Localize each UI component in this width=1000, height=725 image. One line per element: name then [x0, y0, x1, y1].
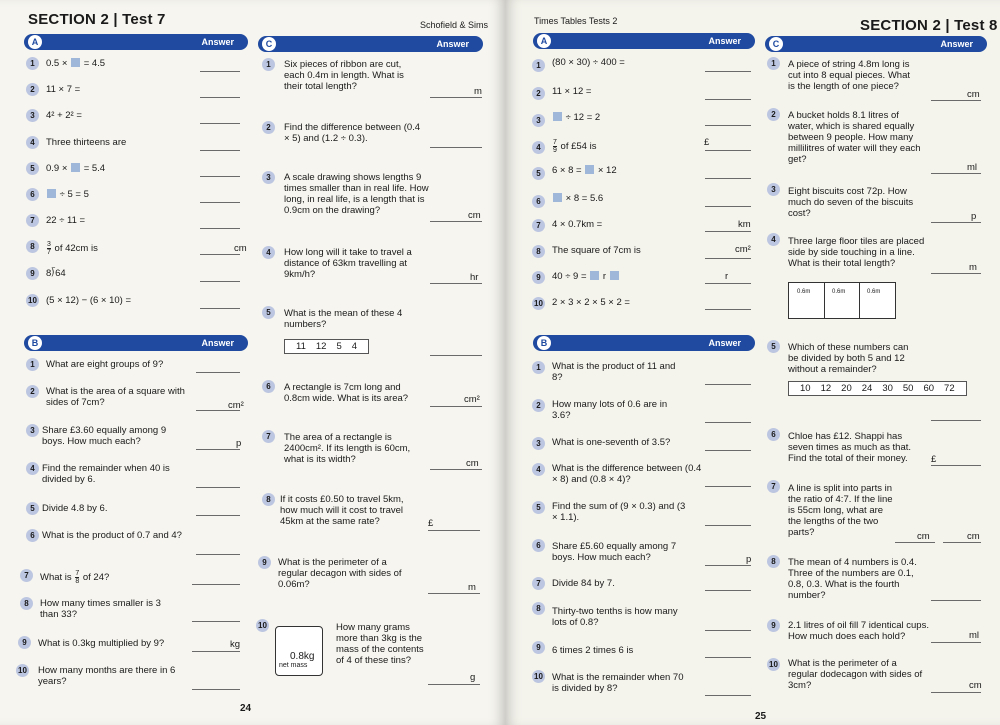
question-text: How many lots of 0.6 are in 3.6? — [552, 399, 668, 421]
question-text: How many grams more than 3kg is the mass of the contents of 4 of these tins? — [336, 622, 424, 666]
answer-line[interactable] — [200, 96, 240, 98]
answer-line[interactable] — [705, 383, 751, 385]
answer-line[interactable] — [200, 307, 240, 309]
answer-line[interactable] — [705, 656, 751, 658]
question-text: What is the mean of these 4 numbers? — [284, 308, 403, 330]
answer-unit: km — [738, 219, 751, 230]
tile-length: 0.6m — [797, 289, 811, 295]
answer-line[interactable] — [196, 486, 240, 488]
section-b-bar — [24, 335, 248, 351]
question-number: 3 — [532, 114, 545, 127]
question-number: 4 — [26, 136, 39, 149]
answer-line[interactable] — [200, 122, 240, 124]
answer-line[interactable] — [705, 694, 751, 696]
answer-line[interactable] — [931, 641, 981, 643]
answer-unit: cm — [468, 210, 481, 221]
answer-line[interactable] — [200, 70, 240, 72]
question-text: What is the product of 0.7 and 4? — [42, 530, 182, 541]
question-number: 1 — [532, 361, 545, 374]
answer-unit: p — [971, 211, 977, 222]
question-text: How many times smaller is 3 than 33? — [40, 598, 161, 620]
answer-header: Answer — [708, 338, 741, 348]
running-title: Times Tables Tests 2 — [534, 16, 618, 26]
answer-unit: cm — [234, 243, 247, 254]
question-number: 5 — [26, 502, 39, 515]
question-number: 3 — [262, 171, 275, 184]
answer-line[interactable] — [931, 691, 981, 693]
answer-line[interactable] — [705, 524, 751, 526]
fraction: $\frac{7}{9}$ — [553, 139, 557, 154]
answer-line[interactable] — [430, 146, 482, 148]
answer-line[interactable] — [705, 589, 751, 591]
tile-length: 0.6m — [832, 289, 846, 295]
question-number: 10 — [532, 670, 545, 683]
section-c-bar — [765, 36, 987, 52]
question-number: 6 — [532, 195, 545, 208]
section-a-bar — [533, 33, 755, 49]
question-text: Find the difference between (0.4 × 5) and (1.2 ÷ 0.3). — [284, 122, 421, 144]
question-number: 2 — [26, 83, 39, 96]
question-text: What is the remainder when 70 is divided by 8? — [552, 672, 684, 694]
question-number: 3 — [767, 183, 780, 196]
question-number: 1 — [767, 57, 780, 70]
answer-line[interactable] — [705, 421, 751, 423]
answer-unit: kg — [230, 639, 241, 650]
question-text: Three thirteens are — [46, 137, 127, 148]
question-text: $\frac{3}{7}$ of 42cm is — [47, 241, 98, 256]
question-text: If it costs £0.50 to travel 5km, how much will it cost to travel 45km at the same rate? — [280, 494, 404, 527]
question-text: Share £3.60 equally among 9 boys. How much each? — [42, 425, 167, 447]
question-text: Share £5.60 equally among 7 boys. How much each? — [552, 541, 677, 563]
answer-header: Answer — [201, 338, 234, 348]
question-text: × 8 = 5.6 — [552, 193, 603, 204]
tile — [789, 283, 825, 318]
tile — [824, 283, 860, 318]
question-number: 8 — [262, 493, 275, 506]
tin-label: net mass — [279, 662, 308, 669]
question-number: 8 — [26, 240, 39, 253]
question-text: 2 × 3 × 2 × 5 × 2 = — [552, 297, 630, 308]
answer-line[interactable] — [196, 448, 240, 450]
question-text: (5 × 12) − (6 × 10) = — [46, 295, 132, 306]
question-text: What is $\frac{7}{8}$ of 24? — [40, 570, 110, 585]
answer-line[interactable] — [705, 449, 751, 451]
question-text: 22 ÷ 11 = — [46, 215, 86, 226]
number-list: 10 12 20 24 30 50 60 72 — [788, 381, 967, 396]
answer-unit: cm² — [228, 400, 244, 411]
answer-line[interactable] — [196, 553, 240, 555]
answer-line[interactable] — [705, 177, 751, 179]
question-text: ÷ 12 = 2 — [552, 112, 600, 123]
tin-mass: 0.8kg — [290, 651, 315, 662]
question-number: 10 — [16, 664, 29, 677]
question-number: 9 — [26, 267, 39, 280]
section-title: SECTION 2 | Test 8 — [860, 17, 998, 34]
answer-unit: hr — [470, 272, 479, 283]
question-number: 9 — [18, 636, 31, 649]
fraction: $\frac{7}{8}$ — [75, 570, 80, 585]
question-number: 6 — [262, 380, 275, 393]
question-number: 6 — [767, 428, 780, 441]
question-number: 7 — [262, 430, 275, 443]
answer-line[interactable] — [931, 599, 981, 601]
answer-line[interactable] — [192, 650, 240, 652]
question-text: Find the remainder when 40 is divided by 6. — [42, 463, 170, 485]
question-number: 6 — [26, 188, 39, 201]
missing-number-box — [585, 165, 594, 174]
floor-tiles-diagram — [788, 282, 896, 319]
answer-line[interactable] — [705, 257, 751, 259]
answer-line[interactable] — [200, 201, 240, 203]
question-text: A piece of string 4.8m long is cut into 8 equal pieces. What is the length of one piece? — [788, 59, 910, 92]
question-number: 4 — [532, 463, 545, 476]
question-number: 6 — [532, 539, 545, 552]
question-text: A rectangle is 7cm long and 0.8cm wide. What is its area? — [284, 382, 409, 404]
answer-line[interactable] — [200, 227, 240, 229]
section-a-bar — [24, 34, 248, 50]
answer-unit: p — [236, 438, 242, 449]
question-number: 7 — [532, 219, 545, 232]
answer-line[interactable] — [200, 149, 240, 151]
question-text: What is 0.3kg multiplied by 9? — [38, 638, 165, 649]
question-text: What is the difference between (0.4 × 8) and (0.8 × 4)? — [552, 463, 702, 485]
answer-unit: cm — [917, 531, 930, 542]
question-text: A bucket holds 8.1 litres of water, which is shared equally between 9 people. How many millilitres of water will they each get? — [788, 110, 921, 165]
tile-length: 0.6m — [867, 289, 881, 295]
question-number: 8 — [532, 602, 545, 615]
question-text: The mean of 4 numbers is 0.4. Three of the numbers are 0.1, 0.8, 0.3. What is the fourth number? — [788, 557, 917, 601]
question-text: 8⟌64 — [46, 268, 66, 279]
fraction: $\frac{3}{7}$ — [47, 241, 51, 256]
question-text: 4² + 2² = — [46, 110, 82, 121]
section-letter: A — [537, 34, 551, 48]
answer-unit: r — [725, 271, 729, 282]
question-number: 2 — [767, 108, 780, 121]
question-number: 9 — [258, 556, 271, 569]
answer-header: Answer — [436, 39, 469, 49]
question-number: 3 — [26, 424, 39, 437]
answer-header: Answer — [708, 36, 741, 46]
answer-line[interactable] — [430, 354, 482, 356]
answer-header: Answer — [940, 39, 973, 49]
answer-line[interactable] — [705, 629, 751, 631]
answer-unit: ml — [969, 630, 980, 641]
question-text: 0.5 × = 4.5 — [46, 58, 106, 69]
answer-line[interactable] — [705, 564, 751, 566]
section-letter: C — [262, 37, 276, 51]
answer-line[interactable] — [705, 70, 751, 72]
section-letter: C — [769, 37, 783, 51]
question-text: A line is split into parts in the ratio of 4:7. If the line is 55cm long, what are the lengths of the two parts? — [788, 483, 893, 538]
answer-unit: £ — [704, 137, 710, 148]
question-number: 10 — [532, 297, 545, 310]
answer-line[interactable] — [931, 464, 981, 466]
question-text: 0.9 × = 5.4 — [46, 163, 106, 174]
answer-unit: £ — [931, 454, 937, 465]
question-text: 11 × 12 = — [552, 86, 592, 97]
answer-line[interactable] — [428, 683, 480, 685]
tin-image — [275, 626, 323, 676]
answer-unit: cm — [967, 89, 980, 100]
question-number: 8 — [532, 245, 545, 258]
question-text: Find the sum of (9 × 0.3) and (3 × 1.1). — [552, 501, 686, 523]
right-page — [505, 0, 1000, 725]
question-text: The area of a rectangle is 2400cm². If its length is 60cm, what is its width? — [284, 432, 411, 465]
answer-unit: cm — [967, 531, 980, 542]
answer-line[interactable] — [705, 230, 751, 232]
answer-unit: m — [468, 582, 476, 593]
answer-unit: cm — [466, 458, 479, 469]
question-number: 5 — [532, 167, 545, 180]
question-text: Eight biscuits cost 72p. How much do seven of the biscuits cost? — [788, 186, 914, 219]
question-number: 8 — [767, 555, 780, 568]
answer-header: Answer — [201, 37, 234, 47]
question-text: 40 ÷ 9 = r — [552, 271, 620, 282]
answer-line[interactable] — [705, 308, 751, 310]
answer-line[interactable] — [705, 124, 751, 126]
answer-unit: £ — [428, 518, 434, 529]
section-b-bar — [533, 335, 755, 351]
question-text: What is the perimeter of a regular dodecagon with sides of 3cm? — [788, 658, 923, 691]
question-number: 7 — [26, 214, 39, 227]
answer-line[interactable] — [192, 620, 240, 622]
answer-line[interactable] — [705, 205, 751, 207]
question-text: The square of 7cm is — [552, 245, 641, 256]
question-number: 3 — [26, 109, 39, 122]
tile — [859, 283, 894, 318]
question-text: A scale drawing shows lengths 9 times smaller than in real life. How long, in real life, is a length that is 0.9cm on the drawing? — [284, 172, 429, 216]
question-number: 10 — [26, 294, 39, 307]
question-number: 8 — [20, 597, 33, 610]
answer-line[interactable] — [192, 583, 240, 585]
question-number: 7 — [532, 577, 545, 590]
question-number: 4 — [26, 462, 39, 475]
question-text: 4 × 0.7km = — [552, 219, 603, 230]
answer-line[interactable] — [705, 485, 751, 487]
missing-number-box — [71, 163, 80, 172]
question-number: 5 — [532, 501, 545, 514]
answer-line[interactable] — [705, 98, 751, 100]
answer-unit: cm² — [735, 244, 751, 255]
question-number: 1 — [26, 358, 39, 371]
missing-number-box — [47, 189, 56, 198]
question-number: 10 — [767, 658, 780, 671]
missing-number-box — [553, 112, 562, 121]
question-text: What is the area of a square with sides of 7cm? — [46, 386, 185, 408]
question-number: 7 — [20, 569, 33, 582]
question-text: Six pieces of ribbon are cut, each 0.4m in length. What is their total length? — [284, 59, 404, 92]
question-text: Chloe has £12. Shappi has seven times as much as that. Find the total of their money. — [788, 431, 912, 464]
publisher: Schofield & Sims — [420, 20, 489, 30]
question-number: 2 — [26, 385, 39, 398]
answer-line[interactable] — [192, 688, 240, 690]
missing-number-box — [590, 271, 599, 280]
question-text: 2.1 litres of oil fill 7 identical cups. How much does each hold? — [788, 620, 929, 642]
answer-line[interactable] — [200, 175, 240, 177]
question-number: 5 — [26, 162, 39, 175]
question-number: 4 — [532, 141, 545, 154]
section-c-bar — [258, 36, 483, 52]
answer-unit: m — [969, 262, 977, 273]
question-number: 6 — [26, 529, 39, 542]
question-text: What is the product of 11 and 8? — [552, 361, 676, 383]
answer-unit: g — [470, 672, 476, 683]
section-letter: B — [537, 336, 551, 350]
answer-line[interactable] — [196, 514, 240, 516]
page-number: 25 — [755, 711, 767, 722]
answer-line[interactable] — [430, 405, 482, 407]
section-letter: A — [28, 35, 42, 49]
answer-line[interactable] — [428, 529, 480, 531]
page-number: 24 — [240, 703, 252, 714]
answer-unit: cm — [969, 680, 982, 691]
answer-unit: m — [474, 86, 482, 97]
question-number: 4 — [767, 233, 780, 246]
question-number: 10 — [256, 619, 269, 632]
question-text: Divide 4.8 by 6. — [42, 503, 108, 514]
answer-unit: ml — [967, 162, 978, 173]
question-text: ÷ 5 = 5 — [46, 189, 89, 200]
question-number: 5 — [262, 306, 275, 319]
question-number: 1 — [26, 57, 39, 70]
question-text: 6 × 8 = × 12 — [552, 165, 617, 176]
question-number: 5 — [767, 340, 780, 353]
question-number: 9 — [532, 641, 545, 654]
question-text: $\frac{7}{9}$ of £54 is — [553, 139, 597, 154]
missing-number-box — [553, 193, 562, 202]
question-number: 3 — [532, 437, 545, 450]
question-text: What is the perimeter of a regular decagon with sides of 0.06m? — [278, 557, 402, 590]
question-text: Divide 84 by 7. — [552, 578, 615, 589]
question-number: 4 — [262, 246, 275, 259]
answer-line[interactable] — [705, 149, 751, 151]
question-number: 9 — [767, 619, 780, 632]
question-text: 6 times 2 times 6 is — [552, 645, 634, 656]
section-title: SECTION 2 | Test 7 — [28, 11, 166, 28]
question-text: What are eight groups of 9? — [46, 359, 164, 370]
question-text: How long will it take to travel a distance of 63km travelling at 9km/h? — [284, 247, 412, 280]
question-text: 11 × 7 = — [46, 84, 81, 95]
missing-number-box — [610, 271, 619, 280]
section-letter: B — [28, 336, 42, 350]
answer-line[interactable] — [200, 280, 240, 282]
answer-unit: p — [746, 554, 752, 565]
question-text: Which of these numbers can be divided by both 5 and 12 without a remainder? — [788, 342, 909, 375]
question-text: What is one-seventh of 3.5? — [552, 437, 671, 448]
question-number: 2 — [532, 87, 545, 100]
question-number: 1 — [262, 58, 275, 71]
question-number: 2 — [262, 121, 275, 134]
answer-line[interactable] — [705, 282, 751, 284]
question-number: 2 — [532, 399, 545, 412]
question-text: (80 × 30) ÷ 400 = — [552, 57, 625, 68]
question-text: How many months are there in 6 years? — [38, 665, 176, 687]
answer-line[interactable] — [931, 419, 981, 421]
question-text: Three large floor tiles are placed side by side touching in a line. What is their total length? — [788, 236, 925, 269]
number-list: 11 12 5 4 — [284, 339, 369, 354]
question-number: 9 — [532, 271, 545, 284]
answer-line[interactable] — [196, 371, 240, 373]
question-number: 7 — [767, 480, 780, 493]
question-text: Thirty-two tenths is how many lots of 0.8? — [552, 606, 678, 628]
missing-number-box — [71, 58, 80, 67]
question-number: 1 — [532, 59, 545, 72]
answer-unit: cm² — [464, 394, 480, 405]
